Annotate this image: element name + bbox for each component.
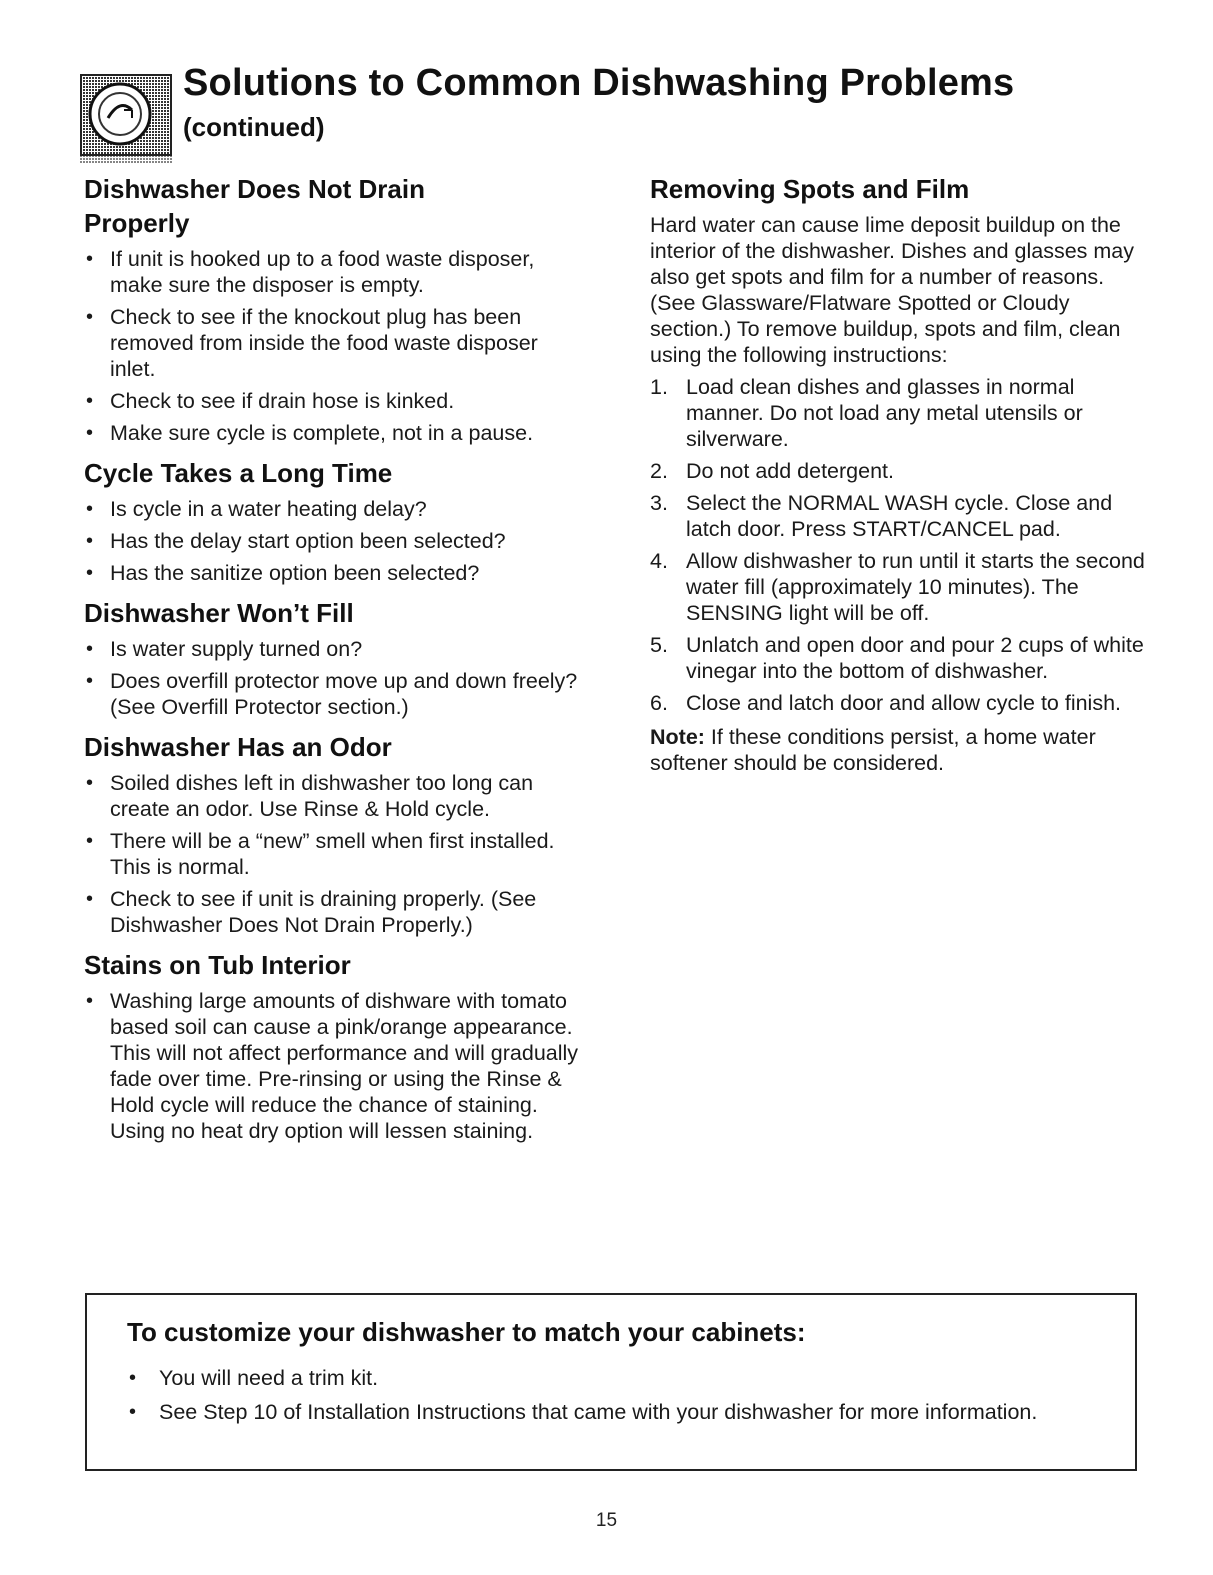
- bullet-list: [84, 988, 589, 1144]
- step-text: Unlatch and open door and pour 2 cups of white vinegar into the bottom of dishwasher.: [686, 633, 1144, 683]
- step-item: [650, 458, 1150, 484]
- page-number: 15: [595, 1510, 618, 1531]
- page-subtitle: (continued): [183, 112, 325, 142]
- bullet-list: [84, 496, 589, 586]
- section-heading: Dishwasher Has an Odor: [84, 732, 392, 762]
- list-item: • Check to see if drain hose is kinked.: [84, 388, 589, 414]
- list-item: • See Step 10 of Installation Instructions that came with your dishwasher for more information.: [127, 1399, 1087, 1425]
- section-heading: Stains on Tub Interior: [84, 950, 351, 980]
- section-odor: [84, 730, 589, 938]
- section-heading: Dishwasher Won’t Fill: [84, 598, 354, 628]
- section-stains: [84, 948, 589, 1144]
- section-heading: Removing Spots and Film: [650, 174, 970, 204]
- bullet-list: [127, 1357, 1087, 1425]
- step-item: [650, 374, 1150, 452]
- list-item: • Does overfill protector move up and down freely? (See Overfill Protector section.): [84, 668, 589, 720]
- step-number: 4.: [650, 549, 668, 573]
- step-number: 3.: [650, 491, 668, 515]
- note-label: Note:: [650, 725, 705, 749]
- step-number: 2.: [650, 459, 668, 483]
- bullet-list: [84, 770, 589, 938]
- step-item: [650, 632, 1150, 684]
- list-item: • You will need a trim kit.: [127, 1365, 1087, 1391]
- list-item: • Make sure cycle is complete, not in a pause.: [84, 420, 589, 446]
- note: [650, 724, 1150, 776]
- left-column: [84, 172, 589, 1144]
- step-item: [650, 490, 1150, 542]
- bullet-list: [84, 636, 589, 720]
- section-heading: Dishwasher Does Not Drain Properly: [84, 174, 425, 238]
- list-item: • Soiled dishes left in dishwasher too long can create an odor. Use Rinse & Hold cycle.: [84, 770, 589, 822]
- list-item: • Check to see if the knockout plug has been removed from inside the food waste disposer inlet.: [84, 304, 589, 382]
- list-item: • Is water supply turned on?: [84, 636, 589, 662]
- callout-heading: To customize your dishwasher to match your cabinets:: [127, 1317, 806, 1347]
- step-item: [650, 548, 1150, 626]
- list-item: • Washing large amounts of dishware with tomato based soil can cause a pink/orange appearance. This will not affect performance and will gradually fade over time. Pre-rinsing or using the Rinse & Hold cycle will reduce the chance of staining. Using no heat dry option will lessen staining.: [84, 988, 589, 1144]
- section-long-time: [84, 456, 589, 586]
- note-text: If these conditions persist, a home water softener should be considered.: [650, 725, 1096, 775]
- section-heading: Cycle Takes a Long Time: [84, 458, 393, 488]
- customize-callout-box: [85, 1293, 1137, 1471]
- intro-paragraph: Hard water can cause lime deposit buildup on the interior of the dishwasher. Dishes and glasses may also get spots and film for a number of reasons. (See Glassware/Flatware Spotted or Cloudy section.) To remove buildup, spots and film, clean using the following instructions:: [650, 213, 1134, 367]
- section-does-not-drain: [84, 172, 589, 446]
- step-text: Load clean dishes and glasses in normal manner. Do not load any metal utensils or silverware.: [686, 375, 1083, 451]
- step-number: 1.: [650, 375, 668, 399]
- list-item: • Is cycle in a water heating delay?: [84, 496, 589, 522]
- step-item: [650, 690, 1150, 716]
- step-number: 6.: [650, 691, 668, 715]
- bullet-list: [84, 246, 589, 446]
- step-number: 5.: [650, 633, 668, 657]
- section-wont-fill: [84, 596, 589, 720]
- list-item: • Has the sanitize option been selected?: [84, 560, 589, 586]
- page-header: [80, 62, 1140, 166]
- step-text: Select the NORMAL WASH cycle. Close and latch door. Press START/CANCEL pad.: [686, 491, 1113, 541]
- steps-list: [650, 374, 1150, 716]
- step-text: Allow dishwasher to run until it starts the second water fill (approximately 10 minutes). The SENSING light will be off.: [686, 549, 1145, 625]
- list-item: • If unit is hooked up to a food waste disposer, make sure the disposer is empty.: [84, 246, 589, 298]
- page-title: Solutions to Common Dishwashing Problems: [183, 62, 1015, 104]
- list-item: • There will be a “new” smell when first installed. This is normal.: [84, 828, 589, 880]
- list-item: • Check to see if unit is draining properly. (See Dishwasher Does Not Drain Properly.): [84, 886, 589, 938]
- list-item: • Has the delay start option been selected?: [84, 528, 589, 554]
- right-column: [650, 172, 1150, 776]
- step-text: Close and latch door and allow cycle to finish.: [686, 691, 1122, 715]
- dishwasher-help-icon: [80, 74, 172, 164]
- step-text: Do not add detergent.: [686, 459, 894, 483]
